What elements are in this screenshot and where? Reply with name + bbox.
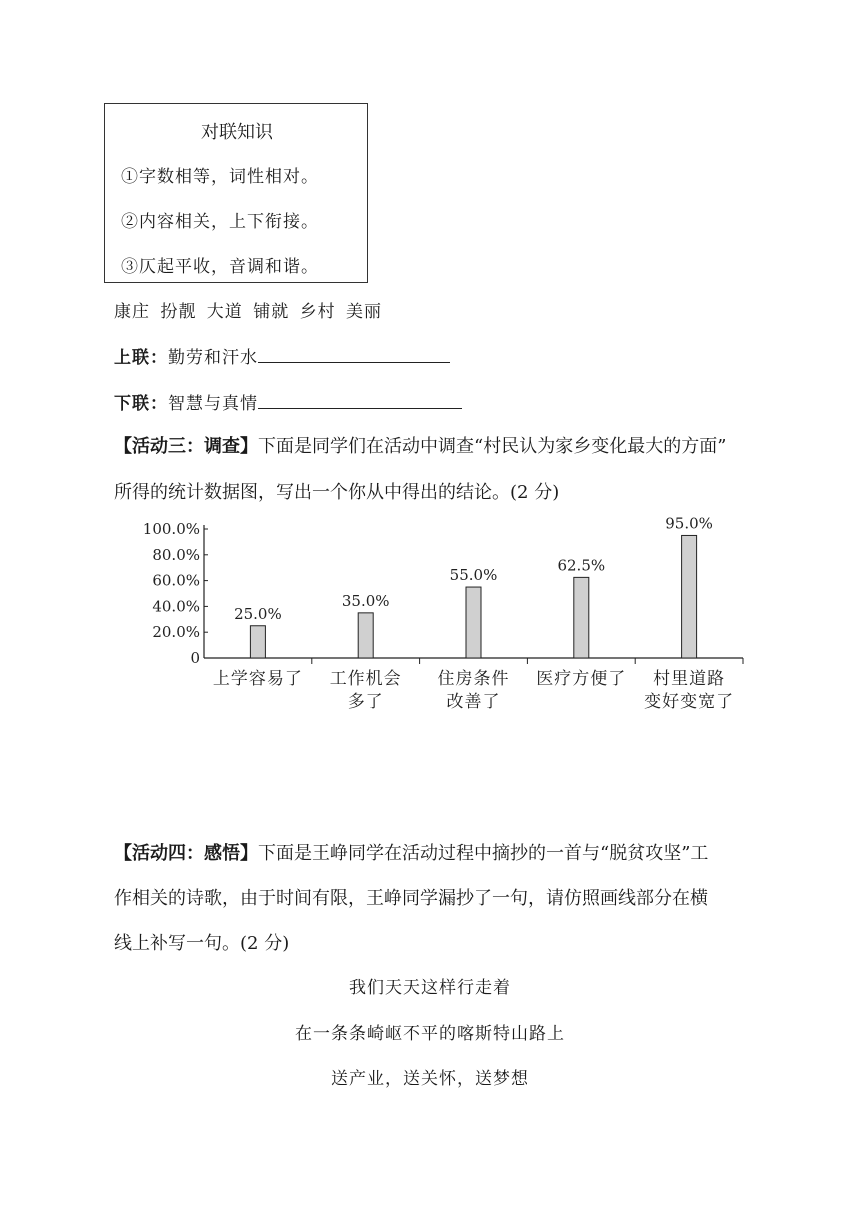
upper-couplet-line: [114, 343, 450, 368]
bar-value-label: 55.0%: [449, 566, 498, 585]
activity3-line2: 所得的统计数据图，写出一个你从中得出的结论。(2 分): [114, 482, 560, 503]
lower-couplet-label: 下联：: [114, 394, 168, 414]
activity4-text-1: 下面是王峥同学在活动过程中摘抄的一首与“脱贫攻坚”工: [258, 843, 709, 864]
bar-value-label: 95.0%: [665, 514, 713, 533]
category-label: 变好变宽了: [644, 692, 735, 712]
poem-line-1: 我们天天这样行走着: [349, 978, 511, 998]
category-label: 村里道路: [653, 669, 726, 689]
category-label: 上学容易了: [212, 669, 303, 689]
category-label: 改善了: [446, 692, 501, 712]
bar-value-label: 35.0%: [341, 591, 390, 610]
activity3-line1: [114, 432, 726, 458]
rule-item-3: ③仄起平收，音调和谐。: [121, 257, 319, 277]
category-label: 医疗方便了: [536, 669, 627, 689]
lower-couplet-text: 智慧与真情: [168, 394, 258, 414]
category-label: 工作机会: [329, 669, 402, 689]
poem-line-3: 送产业，送关怀，送梦想: [331, 1069, 529, 1089]
box-title: 对联知识: [201, 122, 273, 143]
y-tick-label: 100.0%: [142, 520, 200, 538]
bar: [574, 577, 589, 658]
word-bank: 康庄 扮靓 大道 铺就 乡村 美丽: [114, 302, 383, 322]
upper-couplet-blank[interactable]: [258, 343, 450, 363]
y-tick-label: 20.0%: [152, 623, 200, 642]
bar-value-label: 25.0%: [234, 604, 282, 623]
bar-value-label: 62.5%: [557, 556, 606, 575]
upper-couplet-text: 勤劳和汗水: [168, 348, 258, 368]
bar: [682, 535, 697, 658]
bar: [250, 626, 265, 658]
poem-line-2: 在一条条崎岖不平的喀斯特山路上: [295, 1024, 565, 1044]
activity3-lead: 【活动三：调查】: [114, 436, 258, 457]
category-label: 住房条件: [437, 669, 510, 689]
bar: [466, 587, 481, 658]
activity3-text-1: 下面是同学们在活动中调查“村民认为家乡变化最大的方面”: [258, 436, 727, 457]
lower-couplet-line: [114, 389, 462, 414]
y-tick-label: 60.0%: [152, 571, 200, 590]
y-tick-label: 0: [190, 649, 200, 667]
activity4-line1: [114, 839, 708, 865]
y-tick-label: 40.0%: [152, 597, 200, 616]
bar: [358, 613, 373, 658]
lower-couplet-blank[interactable]: [258, 389, 462, 409]
couplet-knowledge-box: [104, 103, 368, 283]
activity4-line3: 线上补写一句。(2 分): [114, 933, 290, 954]
activity4-lead: 【活动四：感悟】: [114, 843, 258, 864]
activity4-line2: 作相关的诗歌，由于时间有限，王峥同学漏抄了一句，请仿照画线部分在横: [114, 888, 708, 909]
survey-bar-chart: [0, 505, 860, 720]
y-tick-label: 80.0%: [152, 545, 200, 564]
rule-item-1: ①字数相等，词性相对。: [121, 167, 319, 187]
category-label: 多了: [347, 692, 384, 712]
rule-item-2: ②内容相关，上下衔接。: [121, 212, 319, 232]
upper-couplet-label: 上联：: [114, 348, 168, 368]
